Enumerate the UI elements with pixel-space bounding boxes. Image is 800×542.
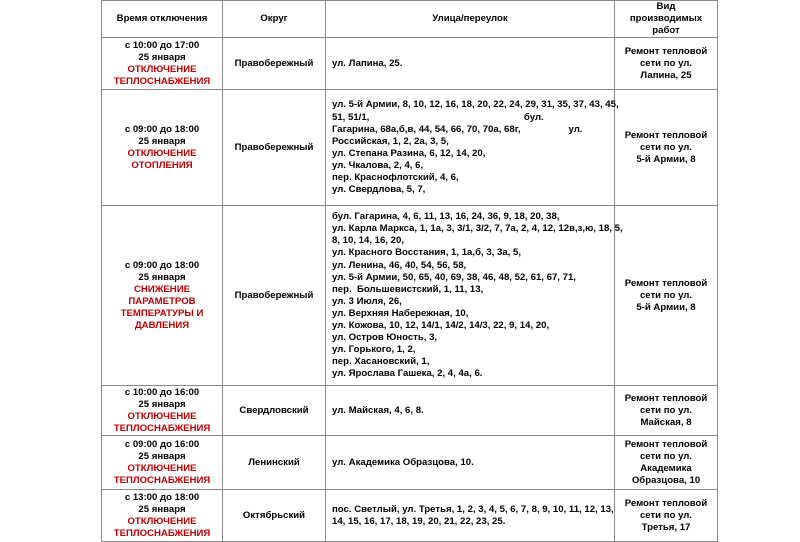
outage-type: ТЕПЛОСНАБЖЕНИЯ [113,422,211,434]
header-time: Время отключения [102,1,223,38]
street-line: ул. Красного Восстания, 1, 1а,б, 3, 3а, 5, [332,247,521,259]
table-row [102,206,718,386]
street-line: ул. Свердлова, 5, 7, [332,184,426,196]
work-line: Академика [640,462,692,474]
outage-type: ОТКЛЮЧЕНИЕ [127,63,197,75]
work-line: Ремонт тепловой [624,392,708,404]
street-line: пер. Краснофлотский, 4, 6, [332,171,459,183]
work-cell [615,38,718,90]
outage-type: ОТКЛЮЧЕНИЕ [127,515,197,527]
street-line: ул. Карла Маркса, 1, 1а, 3, 3/1, 3/2, 7, 7а, 2, 4, 12, 12в,з,ю, 18, 5, [332,223,623,235]
header-street: Улица/переулок [326,1,615,38]
work-line: сети по ул. [639,289,693,301]
street-line: ул. Ярослава Гашека, 2, 4, 4а, 6. [332,368,483,380]
work-line: Ремонт тепловой [624,497,708,509]
work-cell [615,490,718,542]
outage-type: СНИЖЕНИЕ [133,283,191,295]
time-range: с 10:00 до 17:00 [124,39,200,51]
street-line: пер. Хасановский, 1, [332,356,430,368]
work-cell [615,206,718,386]
street-cell [326,490,615,542]
street-line: ул. 3 Июля, 26, [332,295,402,307]
street-line: пос. Светлый, ул. Третья, 1, 2, 3, 4, 5, 6, 7, 8, 9, 10, 11, 12, 13, [332,503,614,515]
table-row [102,436,718,490]
outage-type: ОТКЛЮЧЕНИЕ [127,410,197,422]
work-line: Ремонт тепловой [624,277,708,289]
okrug-cell: Правобережный [223,206,326,386]
time-cell [102,206,223,386]
work-line: Третья, 17 [641,521,691,533]
outage-type: ТЕПЛОСНАБЖЕНИЯ [113,474,211,486]
street-line: ул. 5-й Армии, 50, 65, 40, 69, 38, 46, 48, 52, 61, 67, 71, [332,271,576,283]
okrug-cell: Свердловский [223,386,326,436]
work-line: 5-й Армии, 8 [636,153,696,165]
time-cell [102,38,223,90]
street-line: ул. Степана Разина, 6, 12, 14, 20, [332,147,486,159]
work-line: Лапина, 25 [640,69,692,81]
street-line: ул. Академика Образцова, 10. [332,456,474,468]
date: 25 января [138,398,186,410]
street-line: ул. Верхняя Набережная, 10, [332,307,469,319]
date: 25 января [138,51,186,63]
outage-type: ДАВЛЕНИЯ [134,319,190,331]
outage-type: ТЕМПЕРАТУРЫ И [120,307,204,319]
time-range: с 10:00 до 16:00 [124,386,200,398]
work-line: Майская, 8 [640,416,692,428]
header-okrug: Округ [223,1,326,38]
street-line: 51, 51/1, бул. [332,111,544,123]
table-row [102,90,718,206]
street-line: ул. 5-й Армии, 8, 10, 12, 16, 18, 20, 22, 24, 29, 31, 35, 37, 43, 45, [332,99,619,111]
work-line: Ремонт тепловой [624,438,708,450]
street-cell [326,90,619,206]
work-line: сети по ул. [639,404,693,416]
date: 25 января [138,503,186,515]
street-line: бул. Гагарина, 4, 6, 11, 13, 16, 24, 36, 9, 18, 20, 38, [332,211,560,223]
date: 25 января [138,271,186,283]
time-range: с 13:00 до 18:00 [124,491,200,503]
okrug-cell: Правобережный [223,90,326,206]
work-cell [615,90,718,206]
header-work [615,1,718,38]
work-line: сети по ул. [639,141,693,153]
street-cell [326,206,623,386]
work-line: Образцова, 10 [631,474,701,486]
street-line: ул. Чкалова, 2, 4, 6, [332,159,424,171]
okrug-cell: Ленинский [223,436,326,490]
street-line: ул. Майская, 4, 6, 8. [332,404,424,416]
street-cell [326,38,615,90]
work-line: Ремонт тепловой [624,129,708,141]
outage-type: ОТКЛЮЧЕНИЕ [127,147,197,159]
header-row [102,1,718,38]
outage-type: ТЕПЛОСНАБЖЕНИЯ [113,75,211,87]
outage-type: ПАРАМЕТРОВ [128,295,196,307]
street-line: Российская, 1, 2, 2а, 3, 5, [332,135,449,147]
time-cell [102,90,223,206]
header-work-line: работ [652,25,680,37]
date: 25 января [138,450,186,462]
outage-schedule-sheet [101,0,708,539]
work-cell [615,436,718,490]
street-cell [326,386,615,436]
street-line: ул. Лапина, 25. [332,57,403,69]
street-line: ул. Горького, 1, 2, [332,344,416,356]
work-line: сети по ул. [639,450,693,462]
date: 25 января [138,135,186,147]
work-line: 5-й Армии, 8 [636,301,696,313]
work-cell [615,386,718,436]
time-cell [102,490,223,542]
time-cell [102,386,223,436]
time-range: с 09:00 до 18:00 [124,259,200,271]
work-line: сети по ул. [639,57,693,69]
street-cell [326,436,615,490]
time-cell [102,436,223,490]
outage-type: ТЕПЛОСНАБЖЕНИЯ [113,527,211,539]
street-line: ул. Остров Юность, 3, [332,332,438,344]
work-line: сети по ул. [639,509,693,521]
street-line: 14, 15, 16, 17, 18, 19, 20, 21, 22, 23, 25. [332,515,506,527]
outage-type: ОТКЛЮЧЕНИЕ [127,462,197,474]
header-work-line: производимых [629,13,703,25]
street-line: Гагарина, 68а,б,в, 44, 54, 66, 70, 70а, 68г, ул. [332,123,583,135]
outage-table [101,0,718,542]
table-row [102,490,718,542]
table-row [102,386,718,436]
street-line: ул. Кожова, 10, 12, 14/1, 14/2, 14/3, 22, 9, 14, 20, [332,319,550,331]
okrug-cell: Октябрьский [223,490,326,542]
street-line: 8, 10, 14, 16, 20, [332,235,405,247]
header-work-line: Вид [656,1,676,12]
outage-type: ОТОПЛЕНИЯ [131,159,193,171]
street-line: пер. Большевистский, 1, 11, 13, [332,283,484,295]
time-range: с 09:00 до 16:00 [124,438,200,450]
work-line: Ремонт тепловой [624,45,708,57]
table-row [102,38,718,90]
street-line: ул. Ленина, 46, 40, 54, 56, 58, [332,259,467,271]
okrug-cell: Правобережный [223,38,326,90]
time-range: с 09:00 до 18:00 [124,123,200,135]
